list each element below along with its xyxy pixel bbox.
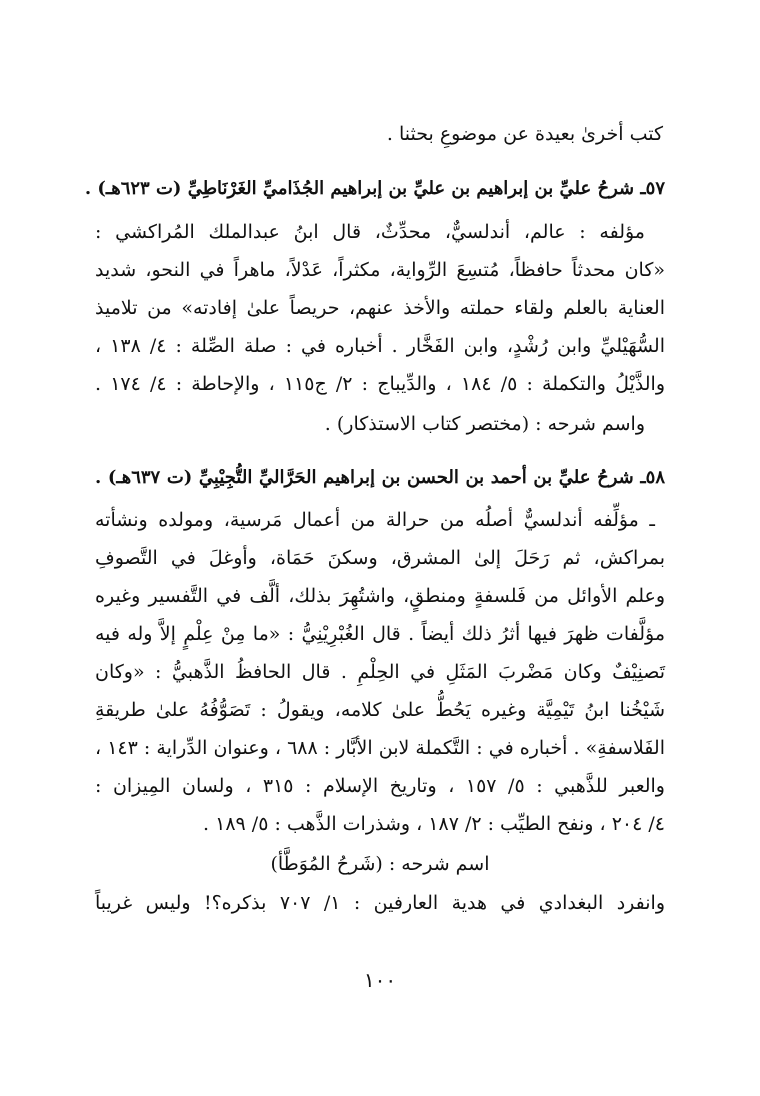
entry-57-heading: ٥٧ـ شرحُ عليِّ بن إبراهيم بن عليِّ بن إبراهيم الجُذَاميِّ الغَرْنَاطِيِّ (ت ٦٢٣هـ) . [84, 178, 665, 199]
entry-58-line-4: مؤلَّفات ظهرَ فيها أثرُ ذلك أيضاً . قال الغُبْرِيْنِيُّ : «ما مِنْ عِلْمٍ إلاَّ وله فيه [95, 623, 665, 645]
entry-57-commentary-title: واسم شرحه : (مختصر كتاب الاستذكار) . [324, 413, 645, 435]
entry-58-line-1: ـ مؤلِّفه أندلسيٌّ أصلُه من حرالة من أعمال مَرسية، ومولده ونشأته [95, 509, 655, 531]
entry-58-line-6: شَيْخُنا ابنُ تَيْمِيَّة وغيره يَحُطُّ علىٰ كلامه، ويقولُ : تَصَوُّفُهُ علىٰ طريقةِ [95, 699, 665, 721]
page-number: ١٠٠ [363, 968, 397, 992]
entry-58-line-5: تَصنِيْفٌ وكان مَضْربَ المَثَلِ في الحِلْمِ . قال الحافظُ الذَّهبيُّ : «وكان [95, 661, 665, 683]
text-line-1: كتب أخرىٰ بعيدة عن موضوعِ بحثنا . [386, 123, 663, 145]
entry-57-line-5: والذَّيْلُ والتكملة : ٥/ ١٨٤ ، والدِّيباج : ٢/ ج١١٥ ، والإحاطة : ٤/ ١٧٤ . [95, 373, 665, 395]
entry-58-heading: ٥٨ـ شرحُ عليِّ بن أحمد بن الحسن بن إبراهيم الحَرَّاليِّ التُّجِيْبِيِّ (ت ٦٣٧هـ) . [95, 467, 665, 488]
entry-58-line-3: وعلم الأوائل من فَلسفةٍ ومنطقٍ، واشتُهِرَ بذلك، ألَّف في التَّفسير وغيره [95, 585, 665, 607]
entry-57-line-3: العناية بالعلم ولقاء حملته والأخذ عنهم، حريصاً علىٰ إفادته» من تلاميذ [95, 297, 665, 319]
entry-58-commentary-title: اسم شرحه : (شَرحُ المُوَطَّأ) [270, 853, 490, 875]
entry-58-line-9: ٤/ ٢٠٤ ، ونفح الطيِّب : ٢/ ١٨٧ ، وشذرات الذَّهب : ٥/ ١٨٩ . [203, 813, 665, 835]
entry-58-line-8: والعبر للذَّهبي : ٥/ ١٥٧ ، وتاريخ الإسلام : ٣١٥ ، ولسان المِيزان : [95, 775, 665, 797]
entry-58-line-2: بمراكش، ثم رَحَلَ إلىٰ المشرق، وسكنَ حَمَاة، وأوغلَ في التَّصوفِ [95, 547, 665, 569]
entry-57-line-1: مؤلفه : عالم، أندلسيٌّ، محدِّثٌ، قال ابنُ عبدالملك المُراكشي : [95, 221, 645, 243]
entry-58-line-7: الفَلاسفةِ» . أخباره في : التَّكملة لابن الأبَّار : ٦٨٨ ، وعنوان الدِّراية : ١٤٣ ، [95, 737, 665, 759]
entry-57-line-2: «كان محدثاً حافظاً، مُتسِعَ الرِّواية، مكثراً، عَدْلاً، ماهراً في النحو، شديد [95, 259, 665, 281]
entry-57-line-4: السُّهَيْليِّ وابن رُشْدٍ، وابن الفَخَّار . أخباره في : صلة الصِّلة : ٤/ ١٣٨ ، [95, 335, 666, 357]
text-line-final: وانفرد البغدادي في هدية العارفين : ١/ ٧٠٧ بذكره؟! وليس غريباً [95, 892, 666, 914]
